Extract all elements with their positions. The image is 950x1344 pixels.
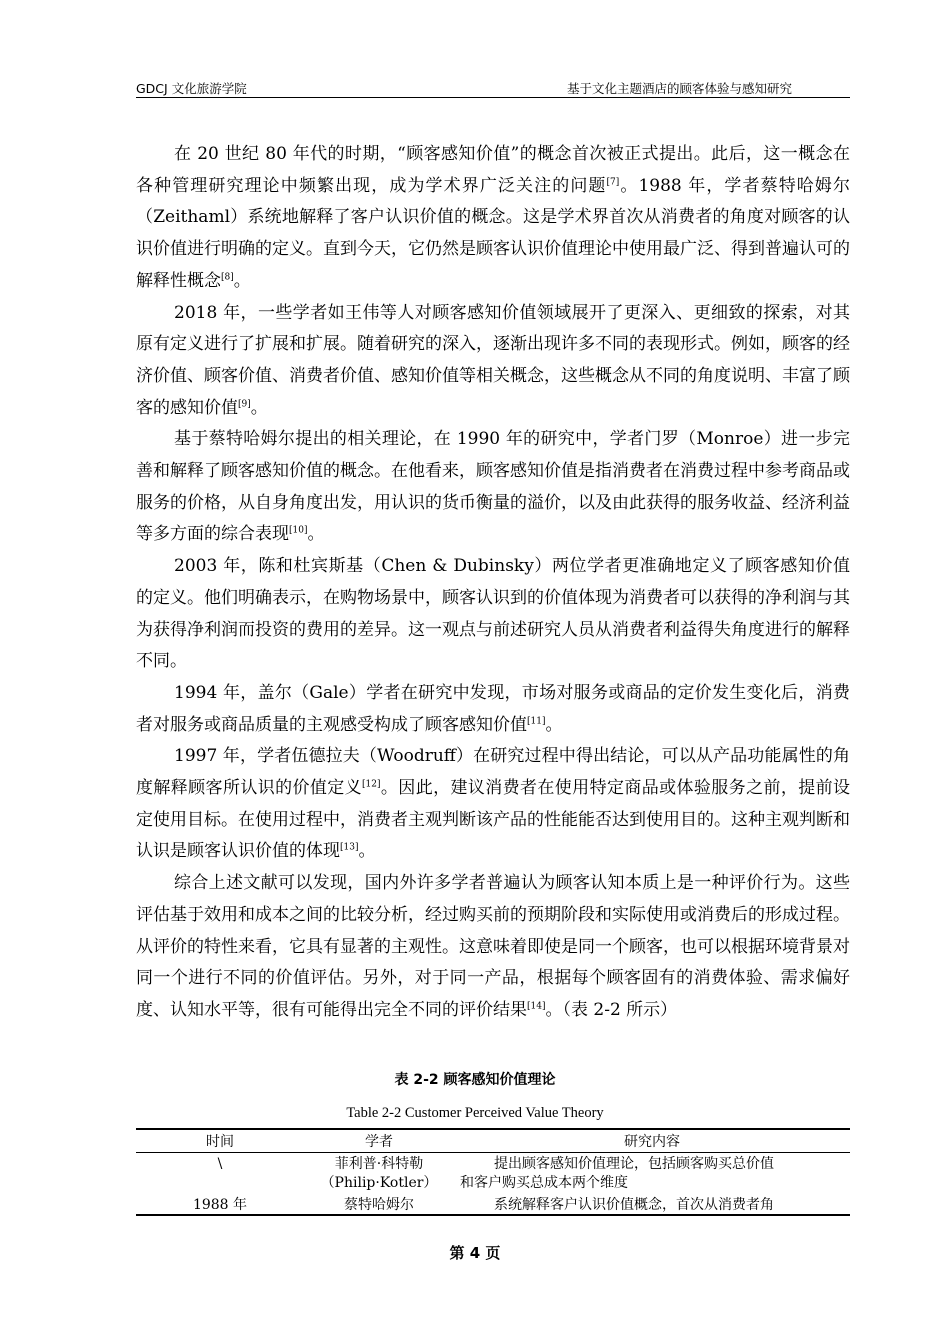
page-header xyxy=(136,80,850,98)
paragraph-2: 2018 年，一些学者如王伟等人对顾客感知价值领域展开了更深入、更细致的探索，对其原有定义进行了扩展和扩展。随着研究的深入，逐渐出现许多不同的表现形式。例如，顾客的经济价值、顾客价值、消费者价值、感知价值等相关概念，这些概念从不同的角度说明、丰富了顾客的感知价值[9]。 xyxy=(136,302,850,418)
header-content: 研究内容 xyxy=(624,1134,680,1150)
citation: [12] xyxy=(362,779,381,790)
header-institution: GDCJ 文化旅游学院 xyxy=(136,81,247,96)
citation: [11] xyxy=(527,716,546,726)
header-scholar: 学者 xyxy=(365,1134,393,1150)
header-thesis-title: 基于文化主题酒店的顾客体验与感知研究 xyxy=(566,81,792,96)
theory-table xyxy=(136,1128,850,1216)
cell-scholar: 菲利普·科特勒 xyxy=(334,1156,424,1172)
paragraph-7: 综合上述文献可以发现，国内外许多学者普遍认为顾客认知本质上是一种评价行为。这些评估基于效用和成本之间的比较分析，经过购买前的预期阶段和实际使用或消费后的形成过程。从评价的特性来看，它具有显著的主观性。这意味着即使是同一个顾客，也可以根据环境背景对同一个进行不同的价值评估。另外，对于同一产品，根据每个顾客固有的消费体验、需求偏好度、认知水平等，很有可能得出完全不同的评价结果[14]。（表 2-2 所示） xyxy=(136,873,850,1020)
table-row xyxy=(136,1155,850,1195)
cell-content-cont: 和客户购买总成本两个维度 xyxy=(460,1175,628,1191)
header-time: 时间 xyxy=(206,1134,234,1150)
citation: [8] xyxy=(221,272,234,283)
citation: [9] xyxy=(238,398,251,409)
paragraph-6: 1997 年，学者伍德拉夫（Woodruff）在研究过程中得出结论，可以从产品功能属性的角度解释顾客所认识的价值定义[12]。因此，建议消费者在使用特定商品或体验服务之前，提前设定使用目标。在使用过程中，消费者主观判断该产品的性能能否达到使用目的。这种主观判断和认识是顾客认识价值的体现[13]。 xyxy=(136,746,851,862)
paragraph-3: 基于蔡特哈姆尔提出的相关理论，在 1990 年的研究中，学者门罗（Monroe）进一步完善和解释了顾客感知价值的概念。在他看来，顾客感知价值是指消费者在消费过程中参考商品或服务的价格，从自身角度出发，用认识的货币衡量的溢价，以及由此获得的服务收益、经济利益等多方面的综合表现[10]。 xyxy=(136,429,850,545)
page-number: 第 4 页 xyxy=(449,1244,501,1262)
table-row xyxy=(136,1196,850,1214)
body-text xyxy=(136,139,850,1027)
citation: [10] xyxy=(289,525,308,536)
cell-time: 1988 年 xyxy=(192,1197,248,1213)
cell-scholar: 蔡特哈姆尔 xyxy=(344,1197,414,1213)
citation: [13] xyxy=(340,842,359,853)
cell-scholar-en: （Philip·Kotler） xyxy=(320,1175,438,1191)
citation: [7] xyxy=(606,177,620,188)
citation: [14] xyxy=(527,1001,546,1012)
paragraph-5: 1994 年，盖尔（Gale）学者在研究中发现，市场对服务或商品的定价发生变化后，消费者对服务或商品质量的主观感受构成了顾客感知价值[11]。 xyxy=(136,682,850,735)
cell-time: \ xyxy=(217,1156,223,1172)
table-caption-en: Table 2-2 Customer Perceived Value Theory xyxy=(346,1105,604,1121)
table-header-row xyxy=(136,1130,850,1153)
cell-content: 系统解释客户认识价值概念，首次从消费者角 xyxy=(494,1197,774,1213)
cell-content: 提出顾客感知价值理论，包括顾客购买总价值 xyxy=(494,1156,774,1172)
paragraph-1: 在 20 世纪 80 年代的时期，“顾客感知价值”的概念首次被正式提出。此后，这一概念在各种管理研究理论中频繁出现，成为学术界广泛关注的问题[7]。1988 年，学者蔡特哈姆尔（Zeithaml）系统地解释了客户认识价值的概念。这是学术界首次从消费者的角度对顾客的认识价值进行明确的定义。直到今天，它仍然是顾客认识价值理论中使用最广泛、得到普遍认可的解释性概念[8]。 xyxy=(136,144,850,291)
table-caption-cn: 表 2-2 顾客感知价值理论 xyxy=(394,1072,556,1088)
paragraph-4: 2003 年，陈和杜宾斯基（Chen & Dubinsky）两位学者更准确地定义了顾客感知价值的定义。他们明确表示，在购物场景中，顾客认识到的价值体现为消费者可以获得的净利润与其为获得净利润而投资的费用的差异。这一观点与前述研究人员从消费者利益得失角度进行的解释不同。 xyxy=(136,556,850,672)
